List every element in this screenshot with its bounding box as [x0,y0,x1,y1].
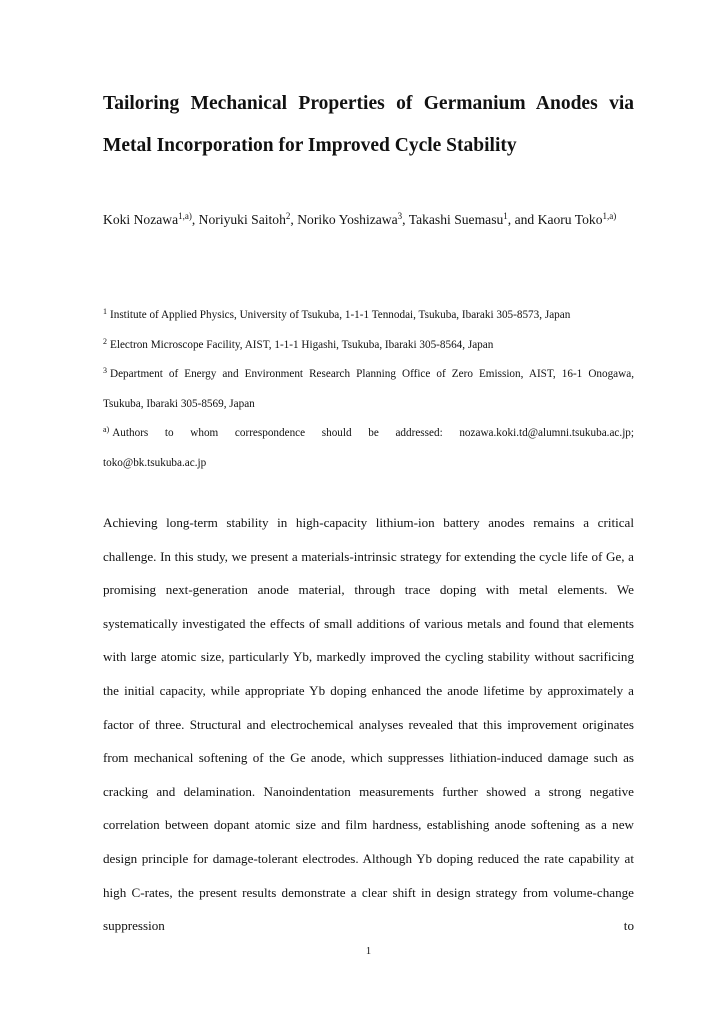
author-affiliation-mark: 2 [285,211,291,221]
abstract-text: Achieving long-term stability in high-capacity lithium-ion battery anodes remains a critical challenge. In this study, we present a materials-intrinsic strategy for extending the cycle life of Ge, a promising next-generation anode material, through trace doping with metal elements. We systematically investigated the effects of small additions of various metals and found that elements with large atomic size, particularly Yb, markedly improved the cycling stability without sacrificing the initial capacity, while appropriate Yb doping enhanced the anode lifetime by approximately a factor of three. Structural and electrochemical analyses revealed that this improvement originates from mechanical softening of the Ge anode, which suppresses lithiation-induced damage such as cracking and delamination. Nanoindentation measurements further showed a strong negative correlation between dopant atomic size and film hardness, establishing anode softening as a new design principle for damage-tolerant electrodes. Although Yb doping reduced the rate capability at high C-rates, the present results demonstrate a clear shift in design strategy from volume-change suppression to [103,515,634,934]
affiliation-list [103,301,634,478]
correspondence-note: $^{a)}$ Authors to whom correspondence should be addressed: nozawa.koki.td@alumni.tsukuba.ac.jp; toko@bk.tsukuba.ac.jp [103,425,634,469]
author: Takashi Suemasu$^1$ [408,211,508,227]
author-affiliation-mark: 3 [397,211,403,221]
affiliation: $^2$ Electron Microscope Facility, AIST, 1-1-1 Higashi, Tsukuba, Ibaraki 305-8564, Japan [103,336,494,351]
affiliation: $^1$ Institute of Applied Physics, University of Tsukuba, 1-1-1 Tennodai, Tsukuba, Ibaraki 305-8573, Japan [103,307,571,321]
author: Noriyuki Saitoh$^2$ [198,211,291,227]
author-affiliation-mark: 1 [503,211,508,221]
affiliation: $^3$ Department of Energy and Environment Research Planning Office of Zero Emission, AIST, 16-1 Onogawa, Tsukuba, Ibaraki 305-8569, Japan [103,366,634,410]
author: Koki Nozawa$^{1,a)}$ [103,211,192,227]
page-number: 1 [365,946,372,957]
author-list: Koki Nozawa$^{1,a)}$, Noriyuki Saitoh$^2$, Noriko Yoshizawa$^3$, Takashi Suemasu$^1$, and Kaoru Toko$^{1,a)}$ [103,211,617,227]
title-line-1: Tailoring Mechanical Properties of Germanium Anodes via [103,93,634,114]
paper-title [103,83,634,167]
title-line-2: Metal Incorporation for Improved Cycle Stability [103,135,517,156]
author-affiliation-mark: 1,a) [602,211,617,221]
author: Noriko Yoshizawa$^3$ [297,211,403,227]
author: Kaoru Toko$^{1,a)}$ [537,211,617,227]
author-affiliation-mark: 1,a) [178,211,192,221]
